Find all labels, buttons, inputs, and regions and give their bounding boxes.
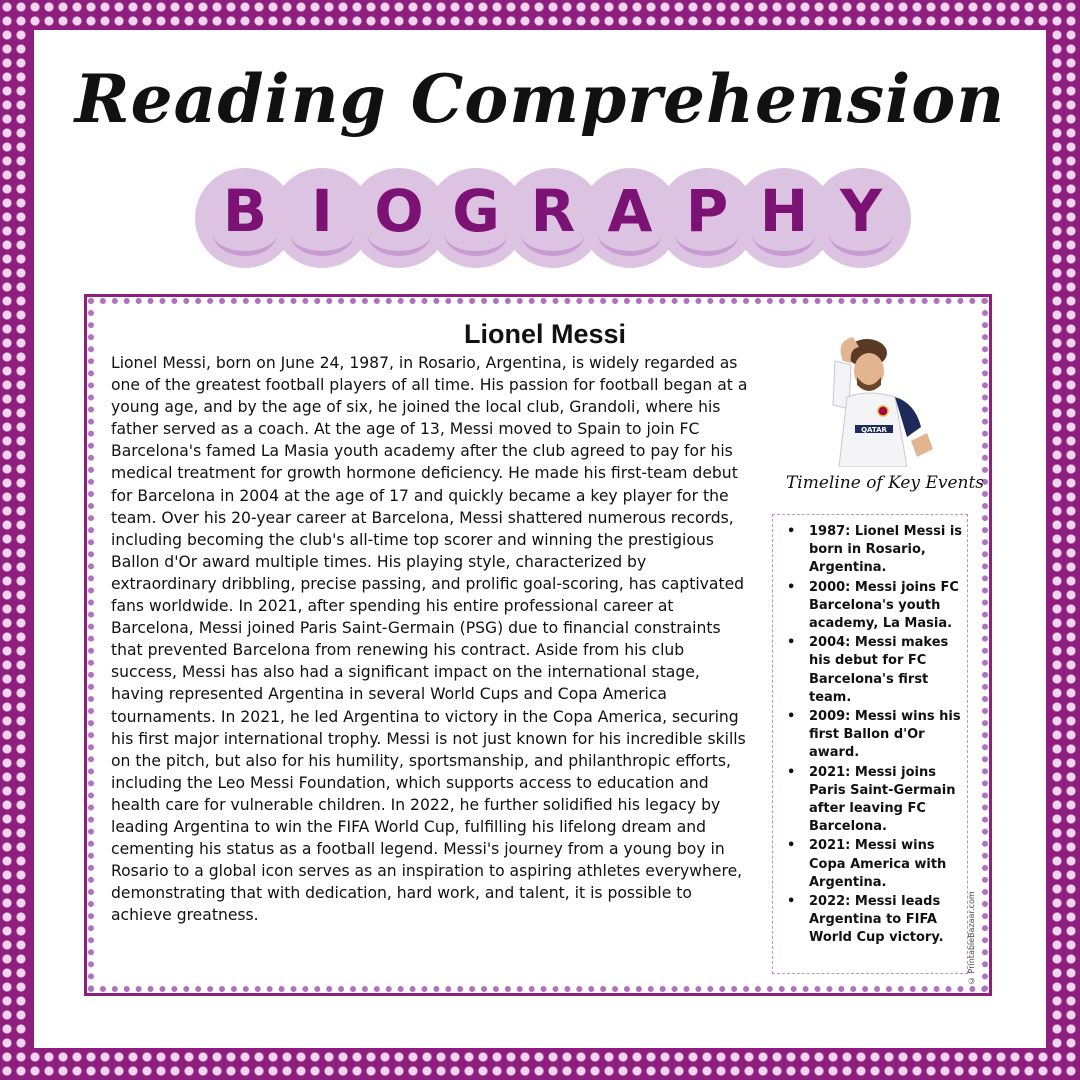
banner-letter: P	[685, 177, 729, 245]
biography-banner	[195, 168, 915, 278]
portrait-fist	[911, 433, 933, 457]
timeline-event: • 2004: Messi makes his debut for FC Barcelona's first team.	[787, 634, 963, 707]
portrait-sponsor-text: QATAR	[861, 426, 887, 434]
timeline-event: • 2021: Messi wins Copa America with Argentina.	[787, 837, 963, 892]
banner-letter: H	[759, 177, 809, 245]
timeline-box	[772, 514, 968, 974]
timeline-heading: Timeline of Key Events	[785, 473, 985, 493]
timeline-event: • 2022: Messi leads Argentina to FIFA World Cup victory.	[787, 893, 963, 948]
messi-portrait-illustration	[795, 331, 955, 467]
banner-letter: B	[222, 177, 268, 245]
copyright-notice: © PrintableBazaar.com	[967, 891, 976, 985]
timeline-event: • 1987: Lionel Messi is born in Rosario, Argentina.	[787, 523, 963, 578]
banner-letter-bubble	[811, 168, 911, 268]
timeline-event: • 2021: Messi joins Paris Saint-Germain after leaving FC Barcelona.	[787, 764, 963, 837]
banner-letter: R	[530, 177, 576, 245]
biography-heading: Lionel Messi	[463, 319, 627, 349]
portrait-club-crest-icon	[878, 406, 888, 416]
page-title: Reading Comprehension	[74, 60, 1006, 138]
biography-text: Lionel Messi, born on June 24, 1987, in Rosario, Argentina, is widely regarded as one of the greatest football players of all time. His passion for football began at a young age, and by the age of six, he joined the local club, Grandoli, where his father served as a coach. At the age of 13, Messi moved to Spain to join FC Barcelona's famed La Masia youth academy after the club agreed to pay for his medical treatment for growth hormone deficiency. He made his first-team debut for Barcelona in 2004 at the age of 17 and quickly became a key player for the team. Over his 20-year career at Barcelona, Messi shattered numerous records, including becoming the club's all-time top scorer and winning the prestigious Ballon d'Or award multiple times. His playing style, characterized by extraordinary dribbling, precise passing, and prolific goal-scoring, has captivated fans worldwide. In 2021, after spending his entire professional career at Barcelona, Messi joined Paris Saint-Germain (PSG) due to financial constraints that prevented Barcelona from renewing his contract. Aside from his club success, Messi has also had a significant impact on the international stage, having represented Argentina in several World Cups and Copa America tournaments. In 2021, he led Argentina to victory in the Copa America, securing his first major international trophy. Messi is not just known for his incredible skills on the pitch, but also for his humility, sportsmanship, and philanthropic efforts, including the Leo Messi Foundation, which supports access to education and health care for vulnerable children. In 2022, he further solidified his legacy by leading Argentina to win the FIFA World Cup, fulfilling his lifelong dream and cementing his status as a football legend. Messi's journey from a young boy in Rosario to a global icon serves as an inspiration to aspiring athletes everywhere, demonstrating that with dedication, hard work, and talent, it is possible to achieve greatness.	[111, 354, 748, 925]
timeline-event: • 2009: Messi wins his first Ballon d'Or award.	[787, 708, 963, 763]
timeline-list	[773, 515, 967, 948]
banner-letter: Y	[840, 177, 882, 245]
banner-letter: I	[311, 177, 333, 245]
biography-panel-inner	[87, 297, 989, 993]
banner-letter: A	[607, 177, 653, 245]
banner-letter: O	[374, 177, 424, 245]
timeline-event: • 2000: Messi joins FC Barcelona's youth academy, La Masia.	[787, 579, 963, 634]
biography-panel	[84, 294, 992, 996]
banner-letter: G	[452, 177, 500, 245]
